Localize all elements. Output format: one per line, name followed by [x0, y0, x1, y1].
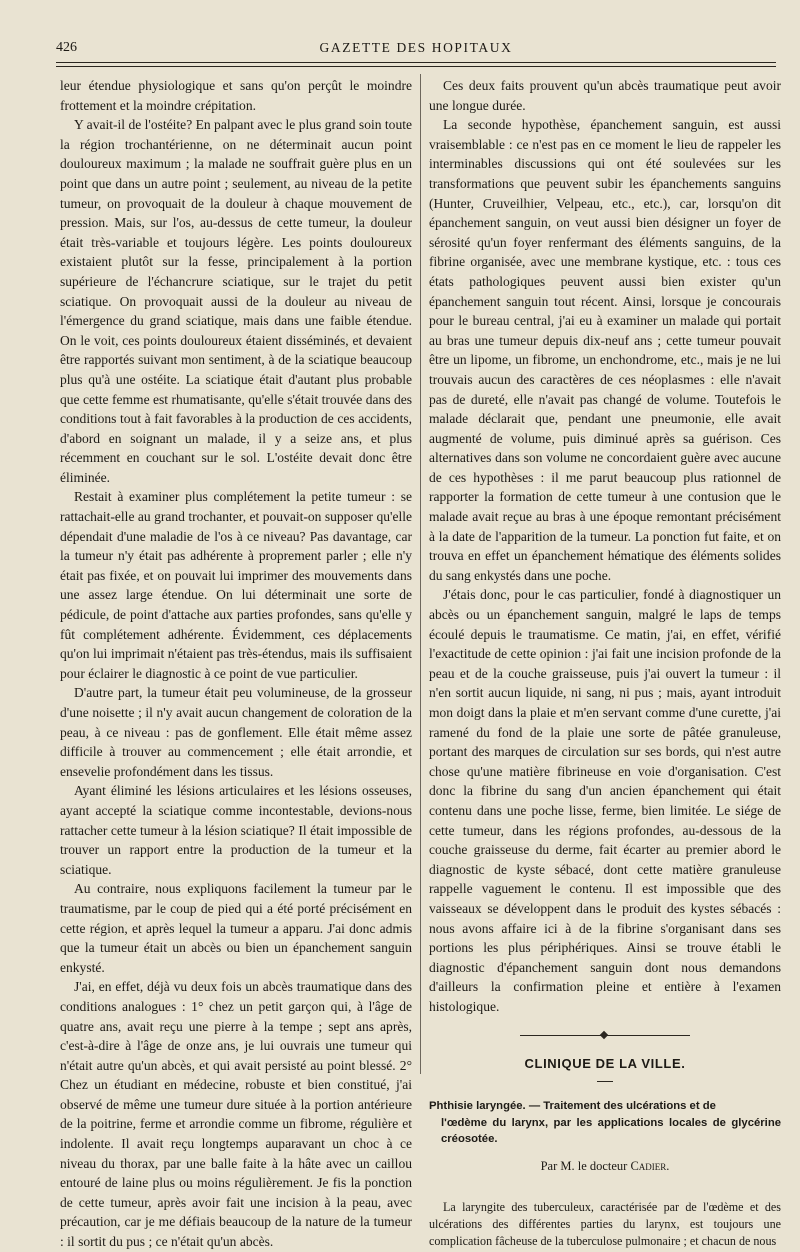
article-paragraph: La laryngite des tuberculeux, caractérisée par de l'œdème et des ulcérations des différentes parties du larynx, est toujours une complication fâcheuse de la tuberculose pulmonaire ; et chacun de nous	[429, 1199, 781, 1248]
paragraph: Restait à examiner plus complétement la petite tumeur : se rattachait-elle au grand trochanter, et pouvait-on supposer qu'elle dépendait d'une maladie de l'os à ce niveau? Pas davantage, car la tumeur n'y était pas adhérente à proprement parler ; elle n'y était pas fixée, et on pouvait lui imprimer des mouvements dans une assez large étendue. On lui déterminait une sorte de pédicule, de point d'attache aux parties profondes, sans qu'elle y fût complétement adhérente. Évidemment, ces déplacements qu'on lui imprimait n'étaient pas très-étendus, mais ils suffisaient pour éclairer le diagnostic à ce point de vue particulier.	[60, 489, 412, 681]
paragraph: J'étais donc, pour le cas particulier, fondé à diagnostiquer un abcès ou un épanchement sanguin, malgré le laps de temps écoulé depuis le traumatisme. Ce matin, j'ai, en effet, vérifié l'exactitude de cette opinion : j'ai fait une incision profonde de la peau et de la couche graisseuse, puis j'ai ouvert la tumeur : il n'en sortit aucun liquide, ni sang, ni pus ; mais, ayant introduit mon doigt dans la plaie et m'en servant comme d'une curette, j'ai ramené du fond de la plaie une sorte de pâtée granuleuse, portant des marques de circulation sur ses bords, qui n'est autre chose qu'une matière fibrineuse en voie d'organisation. C'est donc la fibrine du sang d'un ancien épanchement qui était contenu dans une poche lisse, ferme, bien limitée. Le siége de cette tumeur, dans les régions profondes, au-dessous de la couche graisseuse du derme, fait écarter au premier abord le diagnostic de kyste sébacé, dont cette matière granuleuse rappelle vaguement le contenu. Il est impossible que des vaisseaux se développent dans le produit des kystes sébacés : nous avons affaire ici à de la fibrine s'organisant dans ses portions les plus périphériques. Ainsi se trouve établi le diagnostic d'épanchement sanguin dont nous demandons d'ailleurs la confirmation pleine et entière à l'examen histologique.	[429, 587, 781, 1014]
byline	[429, 1157, 781, 1177]
article-title-rest: l'œdème du larynx, par les applications locales de glycérine créosotée.	[441, 1116, 781, 1145]
header-rule	[56, 62, 776, 63]
right-column	[429, 76, 781, 1250]
byline-author: Cadier.	[630, 1159, 670, 1174]
page-number: 426	[56, 40, 77, 55]
paragraph: Y avait-il de l'ostéite? En palpant avec le plus grand soin toute la région trochantérienne, on ne déterminait aucun point douloureux maximum ; la malade ne souffrait guère plus en un point que dans un autre point ; seulement, au niveau de la petite tumeur, on provoquait de la douleur à chaque mouvement de pression. Mais, sur l'os, au-dessus de cette tumeur, la douleur était très-variable et toujours légère. Les points douloureux existaient plutôt sur la fesse, principalement à la portion supérieure de l'échancrure sciatique, sur le trajet du petit sciatique. On provoquait aussi de la douleur au niveau de l'émergence du grand sciatique, mais dans une faible étendue. On le voit, ces points douloureux étaient disséminés, et devaient être rapportés suivant mon sentiment, à de la sciatique beaucoup plus qu'à une ostéite. La sciatique était d'autant plus probable que cette femme est rhumatisante, qu'elle s'était trouvée dans des conditions tout à fait favorables à la production de ces accidents, d'abord en soignant un malade, il y a seize ans, et plus récemment en couchant sur le sol. L'ostéite devait donc être éliminée.	[60, 117, 412, 485]
header-rule-thin	[56, 66, 776, 67]
section-separator	[520, 1032, 690, 1040]
left-column	[60, 76, 412, 1252]
byline-prefix: Par M. le docteur	[540, 1159, 628, 1174]
paragraph: La seconde hypothèse, épanchement sanguin, est aussi vraisemblable : ce n'est pas en ce moment le lieu de rappeler les interminables discussions qui ont été soulevées sur les transformations que peuvent subir les épanchements sanguins (Hunter, Cruveilhier, Velpeau, etc., etc.), car, lorsqu'on dit épanchement sanguin, on veut aussi bien désigner un foyer de sérosité qu'un foyer renfermant des éléments sanguins, de la fibrine organisée, avec une membrane kystique, etc. : tous ces états pathologiques peuvent aussi bien exister qu'un épanchement sanguin tout récent. Ainsi, lorsque je concourais pour le bureau central, j'ai eu à examiner un malade qui portait au bras une tumeur depuis dix-neuf ans ; cette tumeur pouvait être un lipome, un fibrome, un enchondrome, etc., mais je ne lui trouvais aucun des caractères de ces néoplasmes : elle n'avait pas de dureté, elle n'avait pas changé de volume. Toutefois le malade déclarait que, pendant une pneumonie, elle avait augmenté de volume, puis diminué après sa guérison. Ces alternatives dans son volume ne concordaient guère avec aucune de ces hypothèses : il me parut beaucoup plus rationnel de rapporter la formation de cette tumeur à une contusion que le malade avait reçue au bras à une époque remontant précisément à la date de l'apparition de la tumeur. La ponction fut faite, et on trouva en effet un épanchement hématique des éléments solides du sang enkystés dans une poche.	[429, 117, 781, 583]
title-dash	[597, 1081, 613, 1082]
article-title	[429, 1098, 781, 1147]
section-title: CLINIQUE DE LA VILLE.	[524, 1055, 686, 1071]
paragraph: J'ai, en effet, déjà vu deux fois un abcès traumatique dans des conditions analogues : 1° chez un petit garçon qui, à l'âge de quatre ans, avait reçu une pierre à la tempe ; sept ans après, c'est-à-dire à l'âge de onze ans, je lui ouvrais une tumeur qui n'était autre qu'un abcès, et qui avait persisté au point blessé. 2° Chez un étudiant en médecine, robuste et bien constitué, j'ai observé de même une tumeur dure située à la portion antérieure de la poitrine, ferme et arrondie comme un fibrome, régulière et indolente. Il avait reçu longtemps auparavant un choc à ce niveau du thorax, par une balle faite à la hâte avec un caillou entouré de laine plus ou moins régulièrement. Je fis la ponction de cette tumeur, après avoir fait une incision à la peau, avec précaution, car je me défiais beaucoup de la nature de la tumeur : il sortit du pus ; ce n'était qu'un abcès.	[60, 979, 412, 1250]
column-divider	[420, 74, 421, 1074]
paragraph: Au contraire, nous expliquons facilement la tumeur par le traumatisme, par le coup de pied qui a été porté précisément en cette région, et après lequel la tumeur a apparu. J'ai donc admis que la tumeur était un abcès ou bien un épanchement sanguin enkysté.	[60, 881, 412, 975]
paragraph: leur étendue physiologique et sans qu'on perçût le moindre frottement et la moindre crépitation.	[60, 78, 412, 113]
running-title: GAZETTE DES HOPITAUX	[319, 40, 513, 55]
article-title-lead: Phthisie laryngée. — Traitement des ulcérations et de	[429, 1100, 716, 1113]
paragraph: D'autre part, la tumeur était peu volumineuse, de la grosseur d'une noisette ; il n'y avait aucun changement de coloration de la peau, à ce niveau : pas de gonflement. Elle était même assez difficile à trouver au commencement ; elle était arrondie, et ensevelie profondément dans les tissus.	[60, 685, 412, 779]
separator-ornament	[600, 1030, 608, 1038]
paragraph: Ayant éliminé les lésions articulaires et les lésions osseuses, ayant accepté la sciatique comme incontestable, devions-nous rattacher cette tumeur à la lésion sciatique? Il était impossible de trouver un rapport entre la production de la tumeur et la sciatique.	[60, 783, 412, 877]
page-header	[56, 38, 776, 64]
paragraph: Ces deux faits prouvent qu'un abcès traumatique peut avoir une longue durée.	[429, 78, 781, 113]
